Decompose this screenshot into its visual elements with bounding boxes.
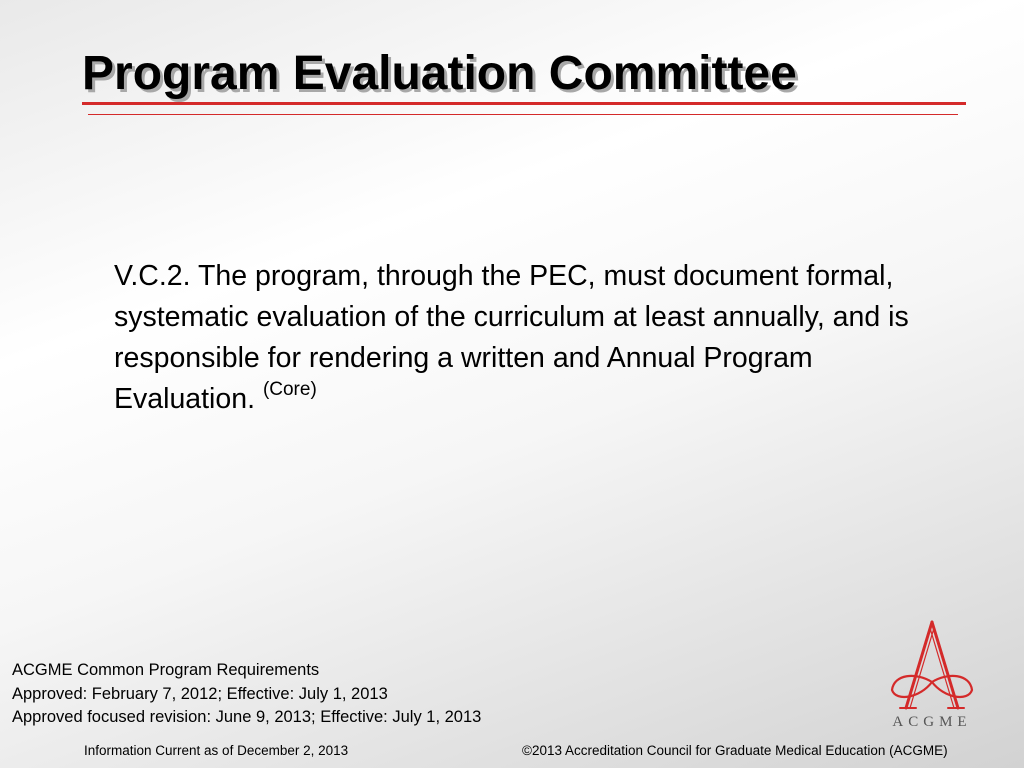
citation-line: Approved: February 7, 2012; Effective: July 1, 2013: [12, 684, 388, 703]
citation-line: ACGME Common Program Requirements: [12, 661, 320, 679]
requirement-main-text: V.C.2. The program, through the PEC, must document formal, systematic evaluation of the curriculum at least annually, and is responsible for rendering a written and Annual Program Evaluation.: [114, 260, 909, 415]
acgme-logo: [884, 618, 980, 738]
title-underline-thin: [88, 114, 958, 115]
acgme-a-logo-icon: [884, 618, 980, 714]
citation-line: Approved focused revision: June 9, 2013; Effective: July 1, 2013: [12, 708, 482, 726]
core-superscript: (Core): [262, 379, 317, 400]
requirements-citation: [12, 659, 481, 730]
acgme-logo-text: ACGME: [892, 714, 972, 730]
title-underline: [82, 102, 966, 105]
slide-title: Program Evaluation Committee: [82, 47, 797, 100]
footer-date: Information Current as of December 2, 2013: [84, 743, 349, 758]
requirement-text: [114, 256, 954, 420]
footer-copyright: ©2013 Accreditation Council for Graduate Medical Education (ACGME): [522, 743, 948, 758]
